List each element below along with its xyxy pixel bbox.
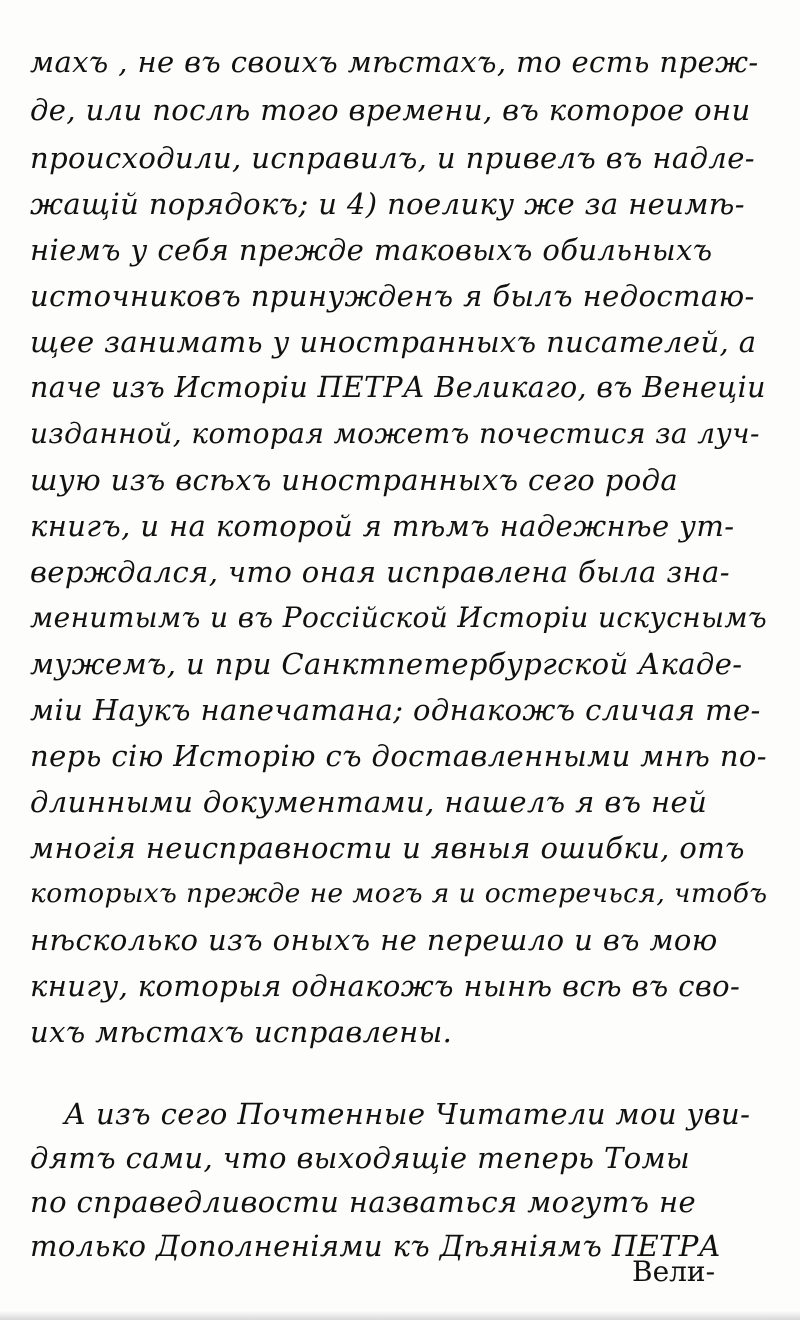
catchword: Вели- (632, 1255, 716, 1288)
text-line: только Дополненіями къ Дѣяніямъ ПЕТРА (30, 1229, 722, 1263)
text-line: щее занимать у иностранныхъ писателей, а (30, 325, 757, 359)
text-line: мужемъ, и при Санктпетербургской Акаде- (30, 647, 743, 681)
text-line: міи Наукъ напечатана; однакожъ сличая те- (30, 693, 761, 727)
text-line: многія неисправности и явныя ошибки, отъ (30, 831, 745, 865)
text-line: источниковъ принужденъ я былъ недостаю- (30, 279, 755, 313)
text-line: книгъ, и на которой я тѣмъ надежнѣе ут- (30, 509, 735, 543)
text-line: книгу, которыя однакожъ нынѣ всѣ въ сво- (30, 969, 741, 1003)
text-line: по справедливости назваться могутъ не (30, 1185, 697, 1219)
text-line: ихъ мѣстахъ исправлены. (30, 1015, 453, 1049)
text-line: нѣсколько изъ оныхъ не перешло и въ мою (30, 923, 718, 957)
text-line: длинными документами, нашелъ я въ ней (30, 785, 708, 819)
text-line: шую изъ всѣхъ иностранныхъ сего рода (30, 463, 679, 497)
text-line: жащій порядокъ; и 4) поелику же за неимѣ- (30, 187, 745, 221)
text-line: махъ , не въ своихъ мѣстахъ, то есть преж- (30, 45, 759, 79)
page-bottom-edge (0, 1310, 800, 1320)
text-line: перь сію Исторію съ доставленными мнѣ по- (30, 739, 767, 773)
text-line: де, или послѣ того времени, въ которое они (30, 93, 751, 127)
text-line: которыхъ прежде не могъ я и остеречься, чтобъ (30, 878, 768, 909)
text-line: паче изъ Исторіи ПЕТРА Великаго, въ Венеціи (30, 371, 766, 404)
text-line: происходили, исправилъ, и привелъ въ надле- (30, 141, 755, 175)
text-line: А изъ сего Почтенные Читатели мои уви- (64, 1097, 751, 1131)
text-line: дятъ сами, что выходящіе теперь Томы (30, 1141, 691, 1175)
text-line: верждался, что оная исправлена была зна- (30, 555, 730, 589)
text-line: ніемъ у себя прежде таковыхъ обильныхъ (30, 233, 713, 267)
text-line: менитымъ и въ Россійской Исторіи искуснымъ (30, 601, 768, 634)
text-line: изданной, которая можетъ почестися за луч- (30, 417, 760, 450)
